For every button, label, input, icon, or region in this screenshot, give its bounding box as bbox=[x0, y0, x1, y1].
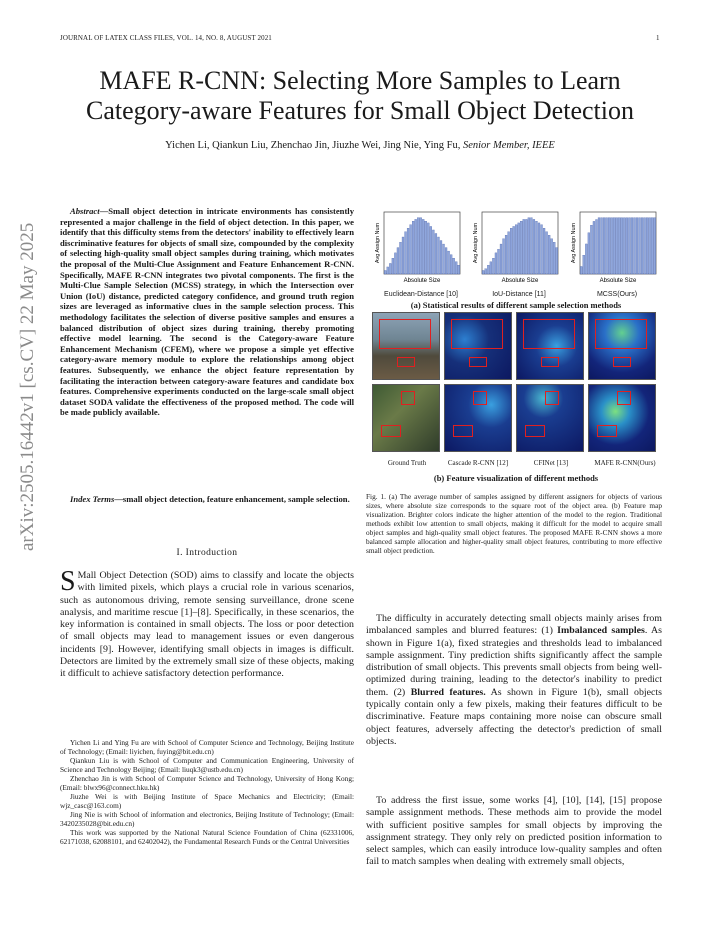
chart-bar bbox=[450, 255, 452, 274]
figure-caption: Fig. 1. (a) The average number of samples assigned by different assigners for objects of various sizes, where absolute size corresponds to the square root of the object area. (b) Feature map visualization. Brighter colors indicate the higher attention of the model to the region. Traditional methods exhibit low attention to small objects, making it difficult for the model to acquire small object samples and high-quality small object features. The proposed MAFE R-CNN shows a more balanced sample allocation and higher-quality small object features, contributing to more effective small object prediction. bbox=[366, 492, 662, 555]
chart-bar bbox=[651, 218, 653, 274]
ground-truth-image-2 bbox=[372, 384, 440, 452]
chart-bar bbox=[543, 228, 545, 274]
abstract bbox=[60, 206, 354, 418]
page-number: 1 bbox=[656, 34, 660, 42]
chart-caption-2: IoU-Distance [11] bbox=[492, 291, 546, 298]
chart-bar bbox=[520, 221, 522, 274]
cfinet-heatmap-1 bbox=[516, 312, 584, 380]
chart-bar bbox=[613, 218, 615, 274]
chart-bar bbox=[455, 262, 457, 274]
chart-ylabel: Avg Assign Num bbox=[375, 222, 381, 264]
ground-truth-image-1 bbox=[372, 312, 440, 380]
chart-bar bbox=[458, 265, 460, 274]
footnote: Jiuzhe Wei is with Beijing Institute of Space Mechanics and Electricity; (Email: wjz_casc@163.com) bbox=[60, 792, 354, 810]
chart-bar bbox=[596, 220, 598, 274]
chart-bar bbox=[603, 218, 605, 274]
chart-bar bbox=[553, 242, 555, 274]
chart-bar bbox=[490, 262, 492, 274]
right-paragraph-2: To address the first issue, some works [4], [10], [14], [15] propose sample assignment methods. These methods aim to provide the model with sufficient positive samples for small objects by improving the assignment strategy. They only rely on predicted position information to select samples, which can easily introduce low-quality samples and often fail to match samples when dealing with extremely small objects, bbox=[366, 795, 662, 868]
highlight-box bbox=[617, 391, 631, 405]
chart-bar bbox=[427, 223, 429, 274]
chart-bar bbox=[412, 221, 414, 274]
chart-bar bbox=[498, 249, 500, 274]
chart-bar bbox=[631, 218, 633, 274]
chart-ylabel: Avg Assign Num bbox=[473, 222, 479, 264]
chart-bar bbox=[515, 225, 517, 274]
emphasis-blurred: Blurred features. bbox=[410, 686, 486, 698]
chart-bar bbox=[438, 237, 440, 274]
chart-bar bbox=[445, 248, 447, 274]
chart-bar bbox=[495, 253, 497, 274]
chart-bar bbox=[601, 218, 603, 274]
chart-bar bbox=[533, 219, 535, 274]
highlight-box bbox=[597, 425, 617, 437]
drop-cap: S bbox=[60, 566, 76, 597]
chart-bar bbox=[400, 242, 402, 274]
chart-bar bbox=[639, 218, 641, 274]
chart-bar bbox=[598, 218, 600, 274]
footnotes bbox=[60, 738, 354, 846]
para-text: As shown in Figure 1(b), small objects typically contain only a few pixels, making their features difficult to be discriminative. Feature maps containing more noise can obscure small object features, adversely affecting the detector's prediction of small objects. bbox=[366, 686, 663, 747]
highlight-box bbox=[397, 357, 415, 367]
chart-bar bbox=[641, 218, 643, 274]
column-label-mafe: MAFE R-CNN(Ours) bbox=[594, 459, 656, 467]
chart-bar bbox=[621, 218, 623, 274]
chart-bar bbox=[528, 218, 530, 274]
chart-bar bbox=[415, 219, 417, 274]
mafe-heatmap-1 bbox=[588, 312, 656, 380]
chart-bar bbox=[518, 223, 520, 274]
chart-bar bbox=[513, 226, 515, 274]
chart-bar bbox=[402, 237, 404, 274]
chart-bar bbox=[510, 228, 512, 274]
highlight-box bbox=[379, 319, 431, 349]
chart-bar bbox=[435, 233, 437, 274]
chart-xlabel: Absolute Size bbox=[403, 278, 441, 284]
bar-charts bbox=[368, 208, 664, 300]
chart-bar bbox=[654, 218, 656, 274]
chart-bar bbox=[410, 225, 412, 274]
chart-bar bbox=[487, 265, 489, 274]
chart-bar bbox=[420, 218, 422, 274]
chart-bar bbox=[425, 221, 427, 274]
chart-bar bbox=[492, 258, 494, 274]
chart-bar bbox=[384, 270, 386, 274]
author-membership: Senior Member, IEEE bbox=[462, 140, 555, 151]
para-text: . As shown in Figure 1(a), fixed strategies and thresholds lead to imbalanced sample assignment. Tiny prediction shifts significantly affect the sample distribution of small objects. This prevents small objects from being well-optimized during training, leading to the detector's inability to predict them. (2) bbox=[366, 625, 663, 698]
chart-bar bbox=[443, 244, 445, 274]
chart-bar bbox=[389, 263, 391, 274]
chart-bar bbox=[505, 235, 507, 274]
chart-bar bbox=[593, 221, 595, 274]
chart-bar bbox=[508, 232, 510, 274]
chart-bar bbox=[503, 239, 505, 274]
highlight-box bbox=[473, 391, 487, 405]
paper-title bbox=[40, 66, 680, 126]
cfinet-heatmap-2 bbox=[516, 384, 584, 452]
footnote: Zhenchao Jin is with School of Computer Science and Technology, University of Hong Kong; (Email: blwx96@connect.hku.hk) bbox=[60, 774, 354, 792]
chart-bar bbox=[556, 248, 558, 274]
chart-bar bbox=[611, 218, 613, 274]
chart-bar bbox=[634, 218, 636, 274]
chart-bar bbox=[538, 223, 540, 274]
subcaption-a: (a) Statistical results of different sample selection methods bbox=[410, 300, 622, 310]
chart-bar bbox=[530, 218, 532, 274]
chart-bar bbox=[541, 225, 543, 274]
figure-1a bbox=[368, 208, 664, 318]
para-text: The difficulty in accurately detecting small objects mainly arises from imbalanced samples and blurred features: (1) bbox=[366, 613, 662, 637]
chart-bar bbox=[417, 218, 419, 274]
arxiv-stamp: arXiv:2505.16442v1 [cs.CV] 22 May 2025 bbox=[17, 222, 38, 551]
chart-xlabel: Absolute Size bbox=[599, 278, 637, 284]
chart-bar bbox=[546, 232, 548, 274]
emphasis-imbalanced: Imbalanced samples bbox=[557, 625, 645, 637]
chart-bar bbox=[523, 219, 525, 274]
chart-bar bbox=[440, 241, 442, 274]
chart-bar bbox=[583, 255, 585, 274]
index-terms bbox=[60, 494, 354, 505]
chart-bar bbox=[387, 267, 389, 274]
chart-bar bbox=[482, 270, 484, 274]
abstract-text: —Small object detection in intricate environments has consistently represented a major challenge in the field of object detection. In this paper, we identify that this difficulty stems from the detectors' inability to effectively learn discriminative features for objects of small size, compounded by the complexity of selecting high-quality small object samples during training, which motivates the proposal of the Multi-Clue Assignment and Feature Enhancement R-CNN. Specifically, MAFE R-CNN integrates two pivotal components. The first is the Multi-Clue Sample Selection (MCSS) strategy, in which the Intersection over Union (IoU) distance, predicted category confidence, and ground truth region sizes are leveraged as informative clues in the sample selection process. This methodology facilitates the selection of diverse positive samples and ensures a balanced distribution of object sizes during training, thereby promoting effective model learning. The second is the Category-aware Feature Enhancement Mechanism (CFEM), where we propose a simple yet effective category-aware memory module to explore the relationships among object features. Subsequently, we enhance the object feature representation by facilitating the interaction between category-aware features and candidate box features. Comprehensive experiments conducted on the large-scale small object dataset SODA validate the effectiveness of the proposed method. The code will be made publicly available. bbox=[60, 206, 354, 418]
subcaption-b: (b) Feature visualization of different methods bbox=[433, 473, 599, 483]
highlight-box bbox=[453, 425, 473, 437]
intro-text: Mall Object Detection (SOD) aims to classify and locate the objects with limited pixels, which plays a crucial role in various scenarios, such as autonomous driving, remote sensing surveillance, drone scene analysis, and maritime rescue [1]–[8]. Specifically, in these scenarios, the key information is contained in small objects. The loss or poor detection of small objects may lead to management issues or even dangerous incidents [9]. However, identifying small objects in images is difficult. Detectors are limited by the extremely small size of these objects, making it difficult to achieve satisfactory detection performance. bbox=[60, 570, 354, 680]
chart-bar bbox=[636, 218, 638, 274]
chart-bar bbox=[551, 239, 553, 274]
chart-bar bbox=[500, 244, 502, 274]
chart-bar bbox=[628, 218, 630, 274]
chart-bar bbox=[644, 218, 646, 274]
chart-bar bbox=[453, 258, 455, 274]
chart-bar bbox=[405, 232, 407, 274]
journal-header: JOURNAL OF LATEX CLASS FILES, VOL. 14, NO. 8, AUGUST 2021 bbox=[60, 34, 272, 42]
index-terms-label: Index Terms bbox=[70, 494, 115, 504]
author-names: Yichen Li, Qiankun Liu, Zhenchao Jin, Jiuzhe Wei, Jing Nie, Ying Fu, bbox=[165, 140, 461, 151]
column-label-cfinet: CFINet [13] bbox=[533, 459, 569, 467]
footnote: Yichen Li and Ying Fu are with School of Computer Science and Technology, Beijing Institute of Technology; (Email: liyichen, fuying@bit.edu.cn) bbox=[60, 738, 354, 756]
chart-bar bbox=[616, 218, 618, 274]
chart-caption-1: Euclidean-Distance [10] bbox=[384, 291, 458, 298]
chart-bar bbox=[606, 218, 608, 274]
chart-xlabel: Absolute Size bbox=[501, 278, 539, 284]
chart-bar bbox=[618, 218, 620, 274]
chart-bar bbox=[608, 218, 610, 274]
highlight-box bbox=[545, 391, 559, 405]
highlight-box bbox=[525, 425, 545, 437]
highlight-box bbox=[451, 319, 503, 349]
column-label-cascade: Cascade R-CNN [12] bbox=[447, 459, 509, 467]
right-paragraph-1 bbox=[366, 613, 662, 748]
chart-bar bbox=[623, 218, 625, 274]
chart-bar bbox=[430, 226, 432, 274]
cascade-heatmap-1 bbox=[444, 312, 512, 380]
figure-1b-grid bbox=[368, 312, 664, 452]
chart-bar bbox=[626, 218, 628, 274]
chart-bar bbox=[432, 230, 434, 274]
highlight-box bbox=[595, 319, 647, 349]
section-heading: I. Introduction bbox=[176, 548, 238, 558]
footnote: Jing Nie is with School of information and electronics, Beijing Institute of Technology; (Email: 3420235028@bit.edu.cn) bbox=[60, 810, 354, 828]
chart-bar bbox=[585, 244, 587, 274]
chart-bar bbox=[646, 218, 648, 274]
chart-bar bbox=[392, 258, 394, 274]
highlight-box bbox=[613, 357, 631, 367]
title-line-1: MAFE R-CNN: Selecting More Samples to Learn bbox=[99, 66, 621, 95]
chart-bar bbox=[525, 219, 527, 274]
chart-caption-3: MCSS(Ours) bbox=[596, 291, 638, 298]
chart-bar bbox=[422, 219, 424, 274]
chart-bar bbox=[548, 235, 550, 274]
author-list bbox=[40, 140, 680, 151]
chart-bar bbox=[485, 269, 487, 274]
footnote: This work was supported by the National Natural Science Foundation of China (62331006, 62171038, 62088101, and 62402042), the Fundamental Research Funds or the Central Universities bbox=[60, 828, 354, 846]
chart-bar bbox=[580, 266, 582, 274]
chart-bar bbox=[407, 228, 409, 274]
highlight-box bbox=[469, 357, 487, 367]
chart-ylabel: Avg Assign Num bbox=[571, 222, 577, 264]
chart-bar bbox=[649, 218, 651, 274]
chart-bar bbox=[588, 233, 590, 274]
highlight-box bbox=[541, 357, 559, 367]
mafe-heatmap-2 bbox=[588, 384, 656, 452]
chart-bar bbox=[448, 251, 450, 274]
highlight-box bbox=[401, 391, 415, 405]
chart-bar bbox=[397, 248, 399, 274]
highlight-box bbox=[381, 425, 401, 437]
cascade-heatmap-2 bbox=[444, 384, 512, 452]
footnote: Qiankun Liu is with School of Computer and Communication Engineering, University of Science and Technology Beijing; (Email: liuqk3@ustb.edu.cn) bbox=[60, 756, 354, 774]
highlight-box bbox=[523, 319, 575, 349]
abstract-label: Abstract bbox=[70, 206, 100, 216]
chart-bar bbox=[536, 221, 538, 274]
title-line-2: Category-aware Features for Small Object Detection bbox=[86, 96, 634, 125]
column-label-ground-truth: Ground Truth bbox=[387, 459, 427, 467]
index-terms-text: —small object detection, feature enhancement, sample selection. bbox=[114, 494, 350, 504]
chart-bar bbox=[590, 225, 592, 274]
intro-paragraph bbox=[60, 566, 354, 681]
chart-bar bbox=[394, 253, 396, 274]
